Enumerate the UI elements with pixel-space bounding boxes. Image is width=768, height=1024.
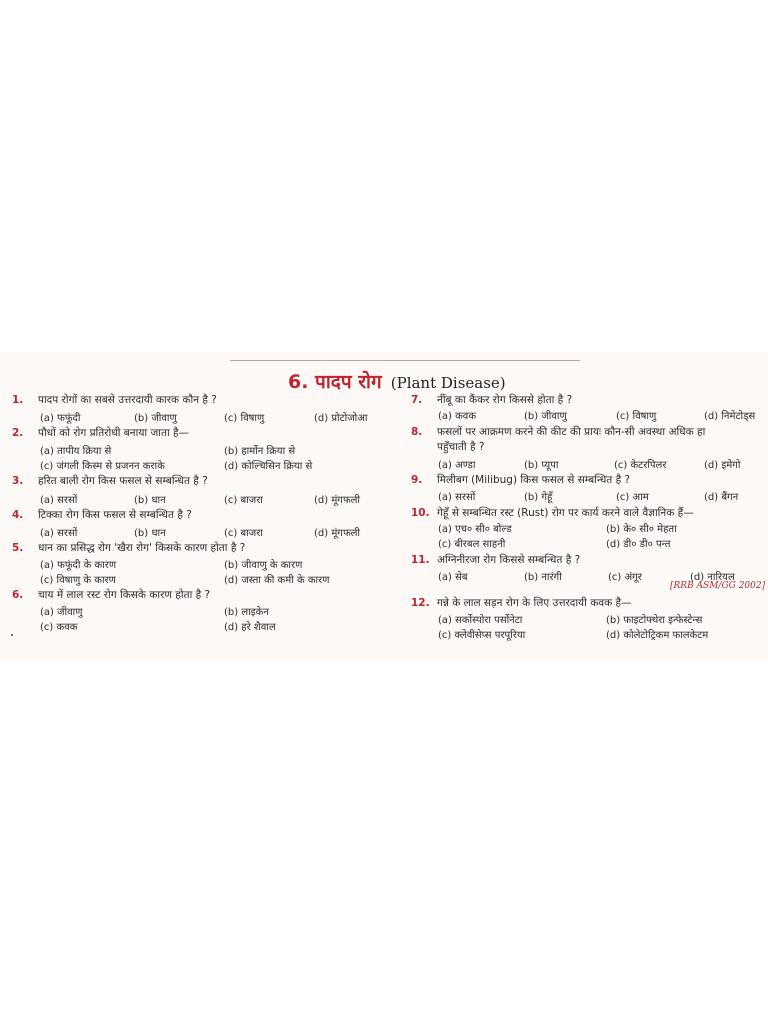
question-number: 9. (411, 474, 423, 486)
option: (b) धान (134, 495, 166, 506)
question-number: 3. (12, 475, 24, 487)
option: (c) विषाणु (224, 413, 265, 424)
question-9 (411, 473, 631, 487)
option: (b) जीवाणु के कारण (224, 560, 303, 571)
option: (b) फाइटोफ्थेरा इन्फेस्टेन्स (606, 615, 703, 626)
option: (a) सरसों (438, 492, 476, 503)
question-number: 10. (411, 507, 430, 519)
option: (d) कोल्चिसिन क्रिया से (224, 461, 313, 472)
question-text: धान का प्रसिद्ध रोग 'खैरा रोग' किसके कारण होता है ? (38, 542, 246, 554)
question-10 (411, 506, 694, 520)
option: (d) हरे शैवाल (224, 622, 276, 633)
question-text: पादप रोगों का सबसे उत्तरदायी कारक कौन है ? (38, 394, 217, 406)
option: (d) डी० डी० पन्त (606, 539, 671, 550)
question-text: पौधों को रोग प्रतिरोधी बनाया जाता है— (38, 427, 190, 439)
question-6 (12, 588, 211, 602)
question-text: हरित बाली रोग किस फसल से सम्बन्धित है ? (38, 475, 208, 487)
question-12 (411, 596, 632, 610)
option: (d) मूंगफली (314, 495, 361, 506)
question-number: 1. (12, 394, 24, 406)
option: (b) के० सी० मेहता (606, 524, 677, 535)
option: (a) फफूंदी के कारण (40, 560, 117, 571)
question-8 (411, 425, 706, 439)
question-number: 2. (12, 427, 24, 439)
option: (d) नारियल (690, 572, 735, 583)
option: (b) धान (134, 528, 166, 539)
option: (d) प्रोटोजोआ (314, 413, 368, 424)
question-4 (12, 508, 192, 522)
question-number: 7. (411, 394, 423, 406)
question-1 (12, 393, 217, 407)
chapter-title-english: (Plant Disease) (390, 374, 506, 392)
option: (c) जंगली किस्म से प्रजनन कराके (40, 461, 165, 472)
question-text: फसलों पर आक्रमण करने की कीट की प्रायः कौन-सी अवस्था अधिक हा (437, 426, 706, 438)
option: (b) नारंगी (524, 572, 562, 583)
option: (b) लाइकेन (224, 607, 269, 618)
option: (a) जीवाणु (40, 607, 83, 618)
option: (a) एच० सी० बोल्ड (438, 524, 512, 535)
option: (c) विषाणु के कारण (40, 575, 116, 586)
option: (d) मूंगफली (314, 528, 361, 539)
question-text: चाय में लाल रस्ट रोग किसके कारण होता है ? (38, 589, 211, 601)
header-rule (230, 360, 580, 361)
option: (a) सेब (438, 572, 468, 583)
option: (c) बाजरा (224, 495, 263, 506)
question-text: मिलीबग (Milibug) किस फसल से सम्बन्धित है ? (437, 474, 631, 486)
question-2 (12, 426, 190, 440)
option: (b) जीवाणु (524, 411, 567, 422)
option: (d) इमेगो (704, 460, 741, 471)
question-text: गेहूँ से सम्बन्धित रस्ट (Rust) रोग पर कार्य करने वाले वैज्ञानिक हैं— (437, 507, 694, 519)
question-7 (411, 393, 573, 407)
option: (d) निमेटोड्स (704, 411, 756, 422)
question-3 (12, 474, 208, 488)
option: (a) सर्कोस्पोरा पर्सोनेटा (438, 615, 523, 626)
option: (d) बैंगन (704, 492, 739, 503)
option: (a) तापीय क्रिया से (40, 446, 112, 457)
option: (c) आम (616, 492, 649, 503)
option: (d) कोलेटोट्रिकम फालकेटम (606, 630, 709, 641)
option: (c) कवक (40, 622, 78, 633)
question-8-continued (437, 440, 484, 454)
exam-source: [RRB ASM/GG 2002] (670, 581, 766, 591)
option: (a) फफूंदी (40, 413, 81, 424)
page-speck (11, 634, 13, 636)
option: (a) सरसों (40, 528, 78, 539)
option: (c) बीरबल साहनी (438, 539, 506, 550)
option: (c) बाजरा (224, 528, 263, 539)
question-number: 5. (12, 542, 24, 554)
option: (a) कवक (438, 411, 477, 422)
option: (c) अंगूर (608, 572, 642, 583)
chapter-title (288, 368, 506, 394)
option: (b) प्यूपा (524, 460, 559, 471)
option: (c) केटरपिलर (614, 460, 667, 471)
question-text: नींबू का कैंकर रोग किससे होता है ? (437, 394, 573, 406)
option: (c) विषाणु (616, 411, 657, 422)
question-number: 8. (411, 426, 423, 438)
question-text: टिक्का रोग किस फसल से सम्बन्धित है ? (38, 509, 192, 521)
question-11 (411, 553, 581, 567)
option: (b) गेहूँ (524, 492, 553, 503)
question-number: 4. (12, 509, 24, 521)
option: (b) हार्मोन क्रिया से (224, 446, 296, 457)
question-text: गन्ने के लाल सड़न रोग के लिए उत्तरदायी कवक है— (437, 597, 632, 609)
option: (a) अण्डा (438, 460, 476, 471)
question-number: 12. (411, 597, 430, 609)
option: (d) जस्ता की कमी के कारण (224, 575, 330, 586)
question-text: पहुँचाती है ? (437, 441, 485, 453)
question-text: अग्निनीरजा रोग किससे सम्बन्धित है ? (437, 554, 581, 566)
option: (a) सरसों (40, 495, 78, 506)
option: (c) क्लेवीसेप्स परपूरिया (438, 630, 526, 641)
option: (b) जीवाणु (134, 413, 177, 424)
question-number: 6. (12, 589, 24, 601)
chapter-title-hindi: 6. पादप रोग (288, 371, 382, 393)
question-5 (12, 541, 246, 555)
question-number: 11. (411, 554, 430, 566)
